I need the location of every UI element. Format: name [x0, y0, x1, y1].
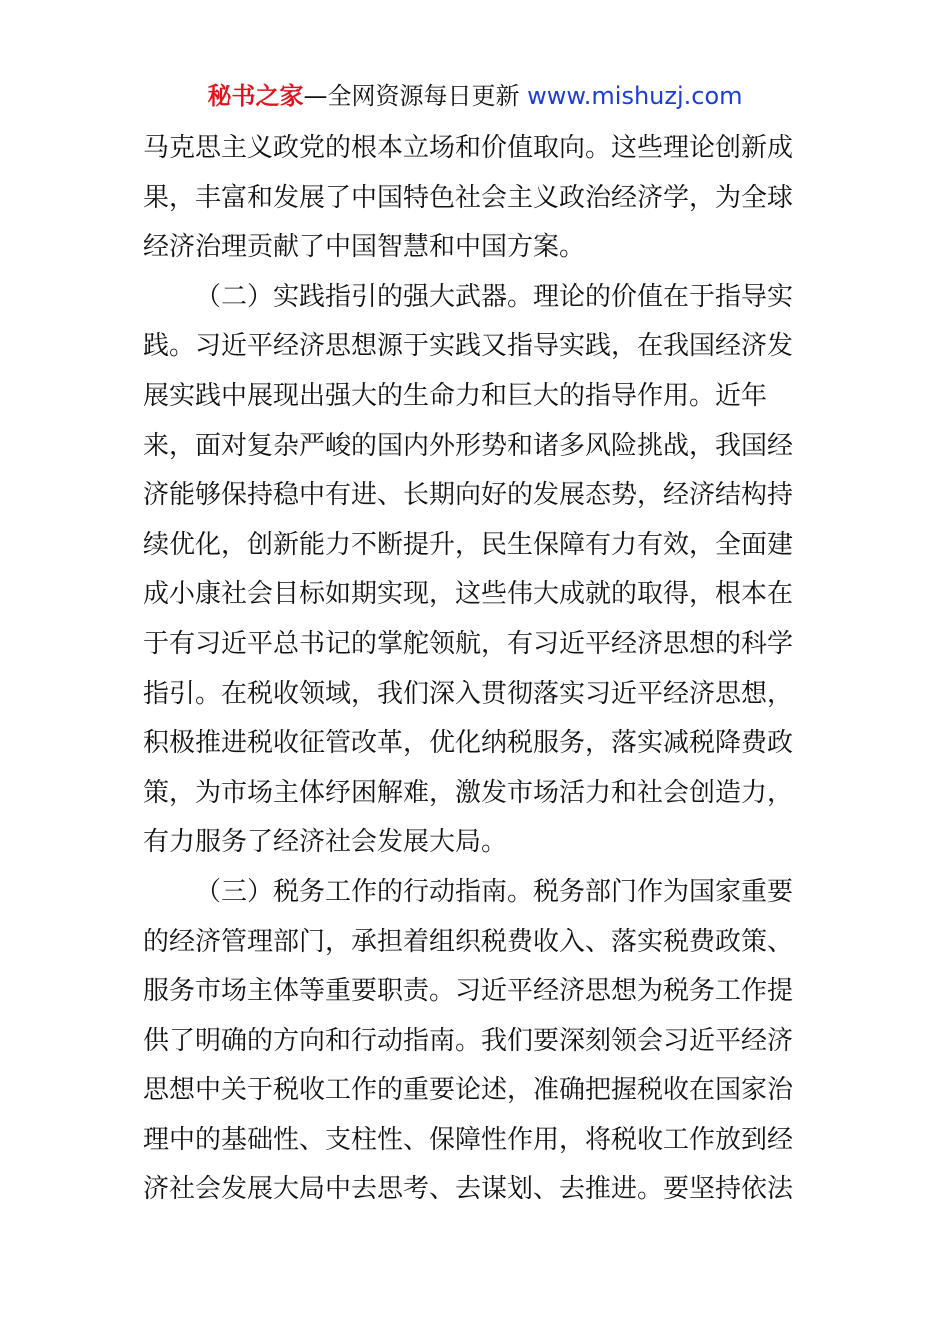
text-line: 理中的基础性、支柱性、保障性作用，将税收工作放到经	[143, 1124, 794, 1155]
text-line: 济能够保持稳中有进、长期向好的发展态势，经济结构持	[143, 480, 794, 511]
text-line: 马克思主义政党的根本立场和价值取向。这些理论创新成	[143, 133, 794, 163]
text-line: 展实践中展现出强大的生命力和巨大的指导作用。近年	[143, 380, 768, 411]
text-line: 践。习近平经济思想源于实践又指导实践，在我国经济发	[143, 331, 794, 362]
text-line: 策，为市场主体纾困解难，激发市场活力和社会创造力，	[143, 777, 794, 808]
text-line: 服务市场主体等重要职责。习近平经济思想为税务工作提	[143, 976, 794, 1007]
site-url: www.mishuzj.com	[527, 82, 743, 110]
text-line: 指引。在税收领域，我们深入贯彻落实习近平经济思想，	[143, 678, 794, 709]
text-line: 成小康社会目标如期实现，这些伟大成就的取得，根本在	[143, 579, 794, 610]
text-line: 积极推进税收征管改革，优化纳税服务，落实减税降费政	[143, 728, 794, 759]
text-line: 来，面对复杂严峻的国内外形势和诸多风险挑战，我国经	[143, 430, 794, 461]
section-heading-line: （二）实践指引的强大武器。理论的价值在于指导实	[195, 281, 794, 312]
section-heading-line: （三）税务工作的行动指南。税务部门作为国家重要	[195, 876, 794, 907]
text-line: 供了明确的方向和行动指南。我们要深刻领会习近平经济	[143, 1025, 794, 1056]
text-line: 果，丰富和发展了中国特色社会主义政治经济学，为全球	[143, 182, 794, 213]
text-line: 于有习近平总书记的掌舵领航，有习近平经济思想的科学	[143, 628, 794, 659]
site-tagline: —全网资源每日更新	[303, 82, 520, 110]
body-text	[143, 124, 813, 1215]
text-line: 的经济管理部门，承担着组织税费收入、落实税费政策、	[143, 926, 794, 957]
text-line: 续优化，创新能力不断提升，民生保障有力有效，全面建	[143, 529, 794, 560]
text-line: 经济治理贡献了中国智慧和中国方案。	[143, 232, 586, 263]
text-line: 济社会发展大局中去思考、去谋划、去推进。要坚持依法	[143, 1174, 794, 1205]
text-line: 思想中关于税收工作的重要论述，准确把握税收在国家治	[143, 1075, 794, 1106]
site-header	[0, 80, 950, 112]
site-brand: 秘书之家	[207, 82, 304, 110]
text-line: 有力服务了经济社会发展大局。	[143, 827, 508, 858]
